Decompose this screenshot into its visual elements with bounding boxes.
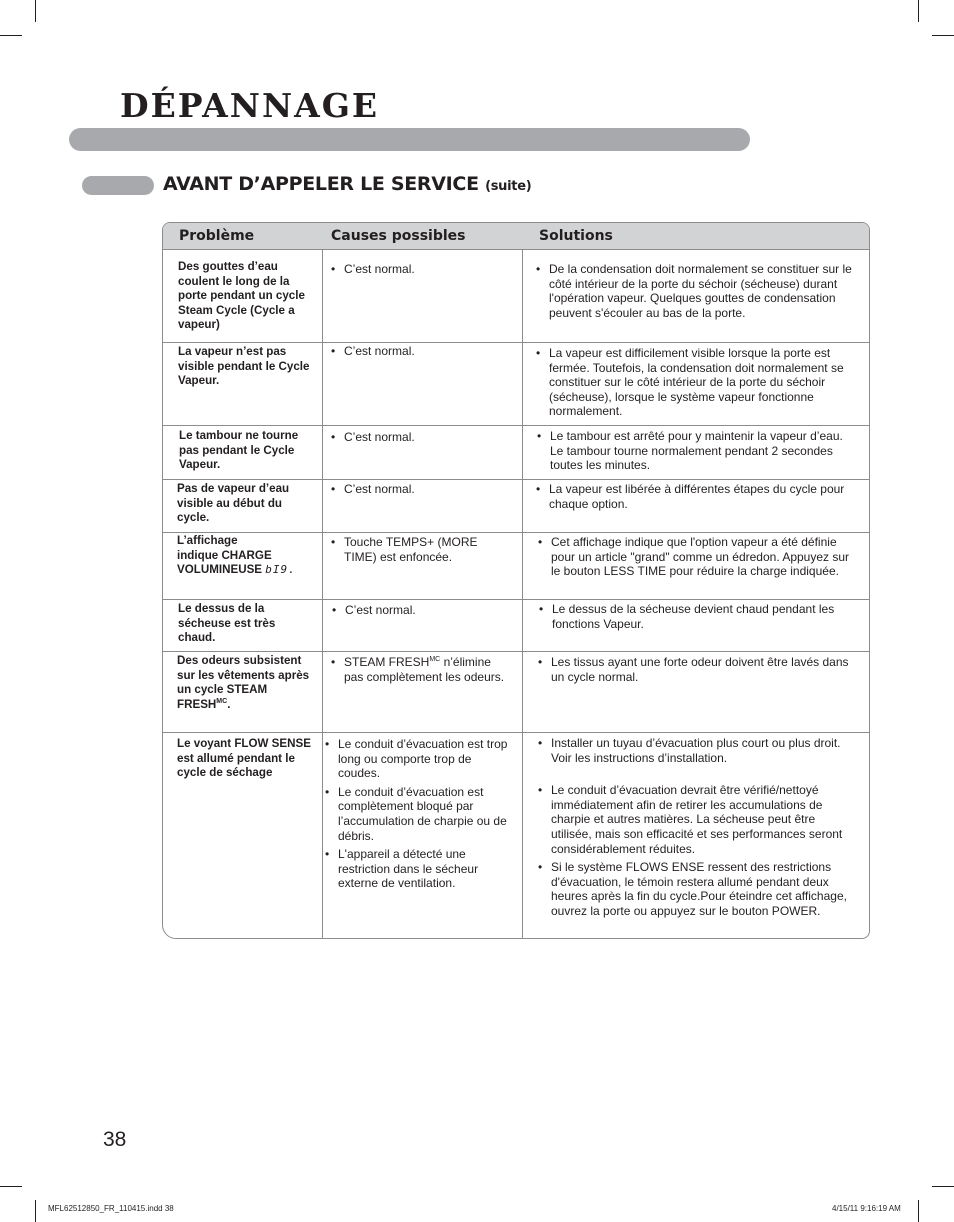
- crop-mark: [0, 1186, 22, 1187]
- table-row-causes: [331, 482, 511, 497]
- solution-item: • Les tissus ayant une forte odeur doivent être lavés dans un cycle normal.: [538, 655, 856, 684]
- page-title: DÉPANNAGE: [120, 86, 380, 125]
- table-row-causes: [331, 262, 511, 277]
- crop-mark: [918, 0, 919, 22]
- table-row-problem: Le voyant FLOW SENSE est allumé pendant le cycle de séchage: [177, 737, 311, 780]
- section-title: [163, 173, 531, 195]
- table-row-causes: [331, 535, 511, 564]
- table-row-solutions: [538, 736, 858, 919]
- table-row-causes: [332, 603, 512, 618]
- table-row-problem: Le tambour ne tourne pas pendant le Cycle Vapeur.: [179, 429, 299, 472]
- table-row-problem: [177, 654, 312, 712]
- table-row-problem: Des gouttes d’eau coulent le long de la porte pendant un cycle Steam Cycle (Cycle a vapeur): [178, 260, 305, 332]
- cause-item: • C’est normal.: [332, 603, 512, 618]
- row-divider: [163, 532, 869, 533]
- file-info: MFL62512850_FR_110415.indd 38: [48, 1204, 174, 1213]
- crop-mark: [918, 1200, 919, 1222]
- crop-mark: [932, 35, 954, 36]
- cause-text: STEAM FRESH: [344, 655, 430, 669]
- display-code: bI9.: [265, 563, 296, 577]
- column-divider: [522, 250, 523, 938]
- trademark-sup: MC: [429, 656, 441, 663]
- solution-item: • De la condensation doit normalement se constituer sur le côté intérieur de la porte du séchoir (sécheuse) durant l'opération vapeur. Quelques gouttes de condensation peuvent s'écouler au bas de la porte.: [536, 262, 856, 320]
- table-row-solutions: [536, 346, 851, 419]
- table-row-solutions: [536, 262, 856, 320]
- table-row-causes: [331, 344, 511, 359]
- solution-item: • La vapeur est libérée à différentes étapes du cycle pour chaque option.: [536, 482, 856, 511]
- troubleshooting-table: [162, 222, 870, 939]
- cause-item: • L'appareil a détecté une restriction dans le sécheur externe de ventilation.: [325, 847, 509, 891]
- cause-item: [331, 655, 513, 684]
- row-divider: [163, 479, 869, 480]
- cause-item: • C’est normal.: [331, 262, 511, 277]
- solution-item: • Le conduit d’évacuation devrait être vérifié/nettoyé immédiatement afin de retirer les accumulations de charpie et autres matières. La sécheuse peut être utilisée, mais son efficacité et ses performances seront considérablement réduites.: [538, 783, 858, 856]
- row-divider: [163, 732, 869, 733]
- problem-line: [177, 549, 317, 578]
- solution-item: • La vapeur est difficilement visible lorsque la porte est fermée. Toutefois, la condensation doit normalement se constituer sur le côté intérieur de la porte du séchoir (sécheuse), lorsque le système vapeur fonctionne normalement.: [536, 346, 851, 419]
- trademark-sup: MC: [216, 697, 228, 705]
- table-row-solutions: [538, 655, 856, 684]
- table-row-causes: [331, 655, 513, 684]
- print-timestamp: 4/15/11 9:16:19 AM: [832, 1204, 901, 1213]
- problem-text: indique CHARGE VOLUMINEUSE: [177, 548, 272, 577]
- table-row-problem: Le dessus de la sécheuse est très chaud.: [178, 602, 276, 645]
- cause-item: • Le conduit d’évacuation est complètement bloqué par l’accumulation de charpie ou de débris.: [325, 785, 509, 843]
- crop-mark: [0, 35, 22, 36]
- title-underline-bar: [69, 128, 750, 151]
- table-row-solutions: [539, 602, 857, 631]
- section-title-suffix: (suite): [485, 179, 532, 194]
- problem-text: Des odeurs subsistent sur les vêtements après un cycle STEAM FRESH: [177, 654, 310, 711]
- table-row-problem: Pas de vapeur d’eau visible au début du cycle.: [177, 482, 290, 525]
- table-row-problem: [177, 534, 317, 578]
- cause-item: • Le conduit d’évacuation est trop long ou comporte trop de coudes.: [325, 737, 509, 781]
- solution-item: • Cet affichage indique que l'option vapeur a été définie pour un article "grand" comme un édredon. Appuyez sur le bouton LESS TIME pour réduire la charge indiquée.: [538, 535, 853, 579]
- table-row-causes: [331, 430, 511, 445]
- crop-mark: [35, 0, 36, 22]
- solution-item: • Si le système FLOWS ENSE ressent des restrictions d'évacuation, le témoin restera allumé pendant deux heures après la fin du cycle.Pour éteindre cet affichage, ouvrez la porte ou appuyez sur le bouton POWER.: [538, 860, 858, 918]
- problem-line: L’affichage: [177, 534, 238, 547]
- row-divider: [163, 651, 869, 652]
- header-problem: Problème: [179, 228, 255, 244]
- cause-item: • C’est normal.: [331, 482, 511, 497]
- crop-mark: [932, 1186, 954, 1187]
- solution-item: • Le dessus de la sécheuse devient chaud pendant les fonctions Vapeur.: [539, 602, 857, 631]
- section-marker: [82, 176, 154, 195]
- crop-mark: [35, 1200, 36, 1222]
- table-row-solutions: [537, 429, 855, 473]
- solution-item: • Installer un tuyau d’évacuation plus court ou plus droit. Voir les instructions d’installation.: [538, 736, 858, 765]
- table-row-solutions: [536, 482, 856, 511]
- cause-item: • C’est normal.: [331, 344, 511, 359]
- cause-item: • C’est normal.: [331, 430, 511, 445]
- table-row-problem: La vapeur n’est pas visible pendant le Cycle Vapeur.: [178, 345, 310, 388]
- header-solutions: Solutions: [539, 228, 613, 244]
- cause-text: n’élimine pas complètement les odeurs.: [344, 655, 505, 684]
- page-number: 38: [103, 1128, 127, 1151]
- table-row-solutions: [538, 535, 853, 579]
- table-header: [163, 223, 869, 250]
- solution-item: • Le tambour est arrêté pour y maintenir la vapeur d’eau. Le tambour tourne normalement pendant 2 secondes toutes les minutes.: [537, 429, 855, 473]
- problem-end: .: [227, 697, 231, 711]
- header-causes: Causes possibles: [331, 228, 466, 244]
- column-divider: [322, 250, 323, 938]
- row-divider: [163, 599, 869, 600]
- cause-item: • Touche TEMPS+ (MORE TIME) est enfoncée.: [331, 535, 511, 564]
- row-divider: [163, 425, 869, 426]
- row-divider: [163, 342, 869, 343]
- table-row-causes: [325, 737, 509, 891]
- section-title-text: AVANT D’APPELER LE SERVICE: [163, 173, 479, 195]
